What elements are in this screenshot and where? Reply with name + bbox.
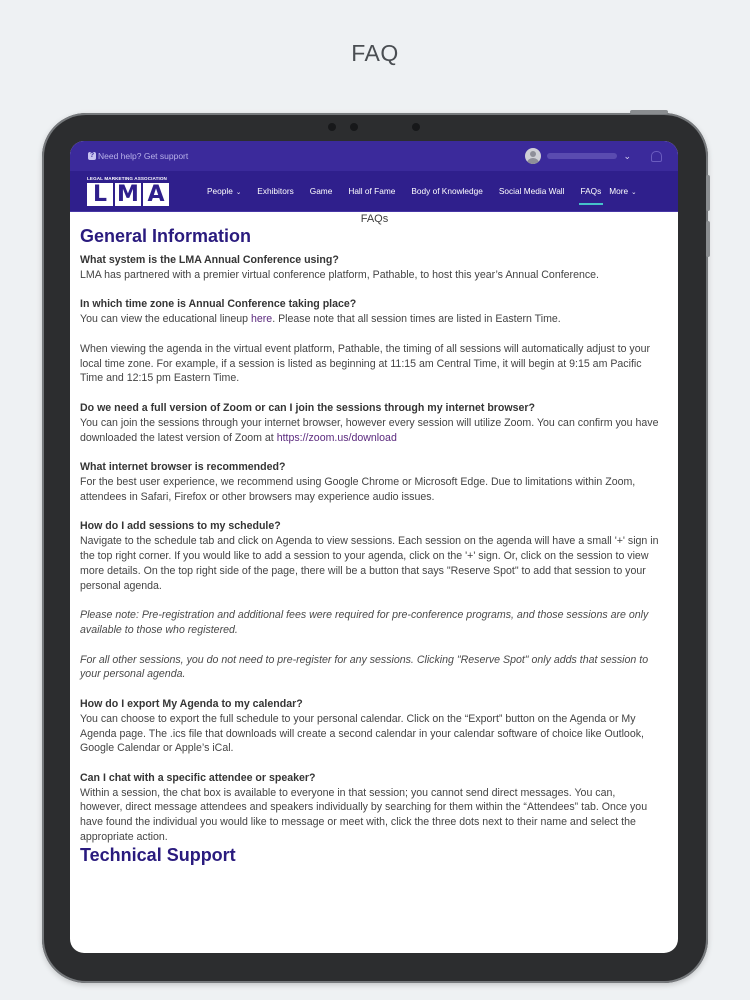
chevron-down-icon: ⌄	[631, 189, 637, 196]
faq-question: What internet browser is recommended?	[80, 461, 286, 474]
nav-item-exhibitors[interactable]: Exhibitors	[257, 186, 294, 196]
faq-answer-line: Time and 12:15 pm Eastern Time.	[80, 372, 240, 385]
section-title-general: General Information	[80, 226, 252, 246]
faq-answer-line: personal agenda.	[80, 579, 162, 592]
faq-answer-line: however, direct message attendees and speakers individually by searching for them within the “Attendees” tab. Once you	[80, 801, 648, 814]
faq-answer-line: more details. On the top right side of the page, there will be a button that says "Reserve Spot" to add that session to your	[80, 564, 646, 577]
screen	[70, 141, 678, 953]
bell-icon[interactable]	[651, 151, 662, 162]
user-name	[547, 153, 617, 159]
faq-answer-line: You can join the sessions through your internet browser, however every session will utilize Zoom. You can confirm you have	[80, 416, 659, 429]
faq-answer-line: Google Calendar or Apple’s iCal.	[80, 742, 234, 755]
avatar	[525, 148, 541, 164]
faq-note-line: your personal agenda.	[80, 668, 186, 681]
logo-letter-a: A	[143, 183, 169, 206]
faq-answer: You can view the educational lineup here. Please note that all session times are listed in Eastern Time.	[80, 313, 561, 326]
nav-item-body-of-knowledge[interactable]: Body of Knowledge	[411, 186, 483, 196]
power-button	[630, 110, 668, 114]
faq-answer-line: have found the individual you would like to message or meet with, click the three dots next to their name and select the	[80, 816, 636, 829]
faq-note-line: For all other sessions, you do not need to pre-register for any sessions. Clicking "Reserve Spot" only adds that session to	[80, 653, 649, 666]
zoom-download-link[interactable]: https://zoom.us/download	[276, 431, 397, 444]
faq-question: What system is the LMA Annual Conference using?	[80, 254, 339, 266]
faq-answer-line: You can choose to export the full schedule to your personal calendar. Click on the “Export” button on the Agenda or My	[80, 712, 636, 725]
faq-note-line: Please note: Pre-registration and additional fees were required for pre-conference programs, and those sessions are only	[80, 609, 649, 622]
sensor-dot	[350, 123, 358, 131]
nav-items	[207, 186, 637, 196]
faq-question: Do we need a full version of Zoom or can I join the sessions through my internet browser?	[80, 401, 536, 414]
faq-answer-line: appropriate action.	[80, 831, 168, 844]
faq-answer-line: Within a session, the chat box is available to everyone in that session; you cannot send direct messages. You can,	[80, 786, 616, 799]
faq-answer-line: For the best user experience, we recommend using Google Chrome or Microsoft Edge. Due to limitations within Zoom,	[80, 475, 636, 488]
page-content	[70, 213, 678, 866]
sensor-dot	[328, 123, 336, 131]
faq-list	[80, 253, 669, 845]
camera-icon	[412, 123, 420, 131]
tablet-frame	[42, 113, 708, 983]
nav-item-game[interactable]: Game	[309, 186, 333, 196]
help-text: Need help? Get support	[98, 151, 189, 161]
chevron-down-icon: ⌄	[623, 150, 631, 161]
logo-letter-m: M	[115, 183, 141, 206]
volume-up-button	[706, 175, 710, 211]
main-nav	[70, 171, 678, 212]
faq-note-line: available to those who registered.	[80, 623, 238, 636]
faq-answer-line: When viewing the agenda in the virtual event platform, Pathable, the timing of all sessions will automatically adjust to your	[80, 342, 651, 355]
nav-item-more[interactable]: More ⌄	[609, 186, 637, 196]
faq-answer: LMA has partnered with a premier virtual conference platform, Pathable, to host this year’s Annual Conference.	[80, 268, 599, 281]
faq-answer-line: Navigate to the schedule tab and click on Agenda to view sessions. Each session on the agenda will have a small '+' sign in	[80, 535, 659, 548]
page-caption: FAQ	[351, 40, 399, 66]
nav-item-social-media-wall[interactable]: Social Media Wall	[498, 186, 565, 196]
breadcrumb: FAQs	[360, 213, 389, 225]
faq-answer-line: the top right corner. If you would like to add a session to your agenda, click on the '+' sign. Or, click on the session to view	[80, 549, 649, 562]
faq-question: How do I export My Agenda to my calendar?	[80, 697, 303, 710]
user-menu[interactable]	[525, 148, 631, 164]
help-link[interactable]	[88, 151, 188, 161]
nav-item-hall-of-fame[interactable]: Hall of Fame	[348, 186, 396, 196]
nav-item-faqs[interactable]: FAQs	[580, 186, 602, 196]
section-title-technical: Technical Support	[80, 844, 236, 865]
faq-question: How do I add sessions to my schedule?	[80, 520, 281, 533]
logo-letter-l: L	[87, 183, 113, 206]
chevron-down-icon: ⌄	[235, 189, 242, 196]
faq-answer-line: Agenda page. The .ics file that downloads will create a second calendar in your calendar software of choice like Outlook,	[80, 727, 644, 740]
faq-answer-line: local time zone. For example, if a session is listed as beginning at 11:15 am Central Time, it will begin at 9:15 am Pacific	[80, 357, 642, 370]
logo-letters	[87, 183, 173, 206]
faq-answer-line: downloaded the latest version of Zoom at https://zoom.us/download	[80, 431, 397, 444]
logo-tagline: LEGAL MARKETING ASSOCIATION	[87, 176, 167, 181]
faq-question: In which time zone is Annual Conference taking place?	[80, 298, 357, 311]
utility-bar	[70, 141, 678, 171]
faq-question: Can I chat with a specific attendee or speaker?	[80, 771, 316, 784]
faq-answer-line: attendees in Safari, Firefox or other browsers may experience audio issues.	[80, 490, 435, 503]
volume-down-button	[706, 221, 710, 257]
lma-logo[interactable]	[87, 176, 173, 206]
nav-item-people[interactable]: People ⌄	[207, 186, 242, 196]
help-icon: ?	[89, 152, 95, 159]
here-link[interactable]: here	[251, 313, 273, 326]
